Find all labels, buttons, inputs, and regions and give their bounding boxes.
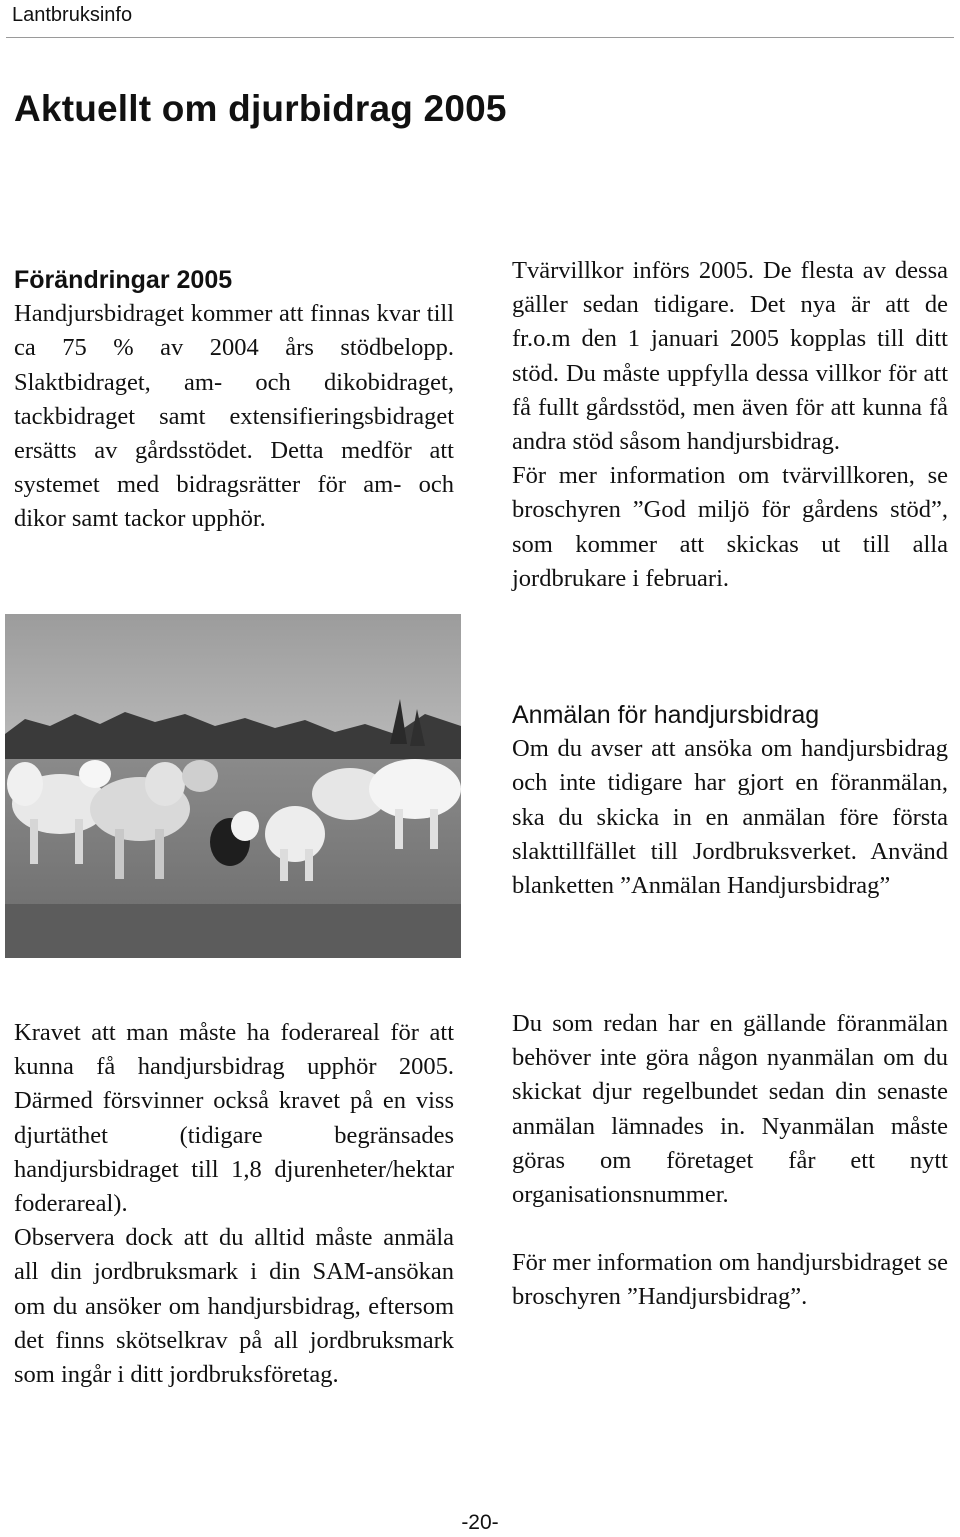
section-notification bbox=[512, 698, 948, 903]
paragraph-cross-compliance-info: För mer information om tvärvillkoren, se broschyren ”God miljö för gårdens stöd”, som kommer att skickas ut till alla jordbrukare i februari. bbox=[512, 462, 948, 592]
paragraph-more-info: För mer information om handjursbidraget se broschyren ”Handjursbidrag”. bbox=[512, 1249, 948, 1311]
paragraph-changes: Handjursbidraget kommer att finnas kvar till ca 75 % av 2004 års stödbelopp. Slaktbidraget, am- och dikobidraget, tackbidraget samt extensifieringsbidraget ersätts av gårdsstödet. Detta medför att systemet med bidragsrätter för am- och dikor samt tackor upphör. bbox=[14, 300, 454, 533]
section-heading-changes: Förändringar 2005 bbox=[14, 266, 233, 294]
header-rule bbox=[6, 37, 954, 38]
page-number: -20- bbox=[461, 1511, 499, 1534]
paragraph-cross-compliance: Tvärvillkor införs 2005. De flesta av dessa gäller sedan tidigare. Det nya är att de fr.o.m den 1 januari 2005 kopplas till ditt stöd. Du måste uppfylla dessa villkor för att få fullt gårdsstöd, men även för att kunna få andra stöd såsom handjursbidrag. bbox=[512, 257, 948, 456]
paragraph-notification: Om du avser att ansöka om handjursbidrag och inte tidigare har gjort en föranmälan, ska du skicka in en anmälan före första slakttillfället till Jordbruksverket. Använd blanketten ”Anmälan Handjursbidrag” bbox=[512, 735, 948, 900]
section-cross-compliance bbox=[512, 254, 948, 596]
section-forage-area bbox=[14, 1016, 454, 1392]
section-heading-notification: Anmälan för handjursbidrag bbox=[512, 701, 820, 729]
paragraph-observe: Observera dock att du alltid måste anmäla all din jordbruksmark i din SAM-ansökan om du ansöker om handjursbidrag, eftersom det finns skötselkrav på all jordbruksmark som ingår i ditt jordbruksföretag. bbox=[14, 1224, 454, 1389]
page-title: Aktuellt om djurbidrag 2005 bbox=[14, 88, 507, 129]
running-header: Lantbruksinfo bbox=[12, 4, 133, 26]
section-existing-notification bbox=[512, 1007, 948, 1315]
paragraph-forage-area: Kravet att man måste ha foderareal för att kunna få handjursbidrag upphör 2005. Därmed försvinner också kravet på en viss djurtäthet (tidigare begränsades handjursbidraget till 1,8 djurenheter/hektar foderareal). bbox=[14, 1019, 454, 1218]
section-changes-2005 bbox=[14, 263, 454, 537]
paragraph-existing-notification: Du som redan har en gällande föranmälan behöver inte göra någon nyanmälan om du skickat djur regelbundet sedan din senaste anmälan lämnades in. Nyanmälan måste göras om företaget får ett nytt organisationsnummer. bbox=[512, 1010, 948, 1209]
cattle-photo bbox=[5, 614, 461, 958]
